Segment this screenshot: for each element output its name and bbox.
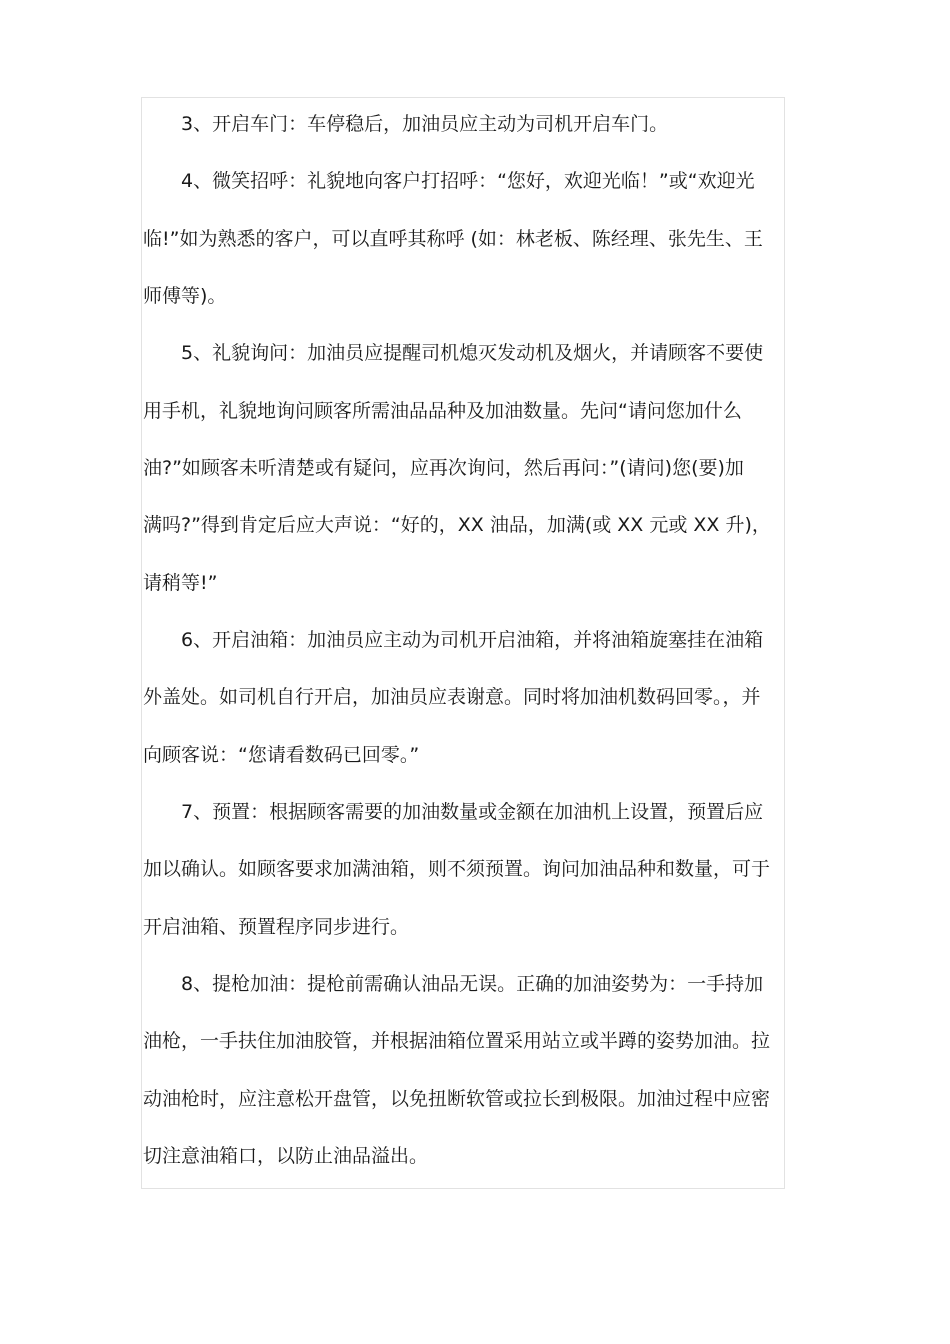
text-line: 师傅等)。 (143, 285, 227, 307)
text-line: 6、开启油箱：加油员应主动为司机开启油箱，并将油箱旋塞挂在油箱 (181, 629, 764, 651)
text-line: 请稍等!” (143, 572, 218, 594)
text-line: 切注意油箱口，以防止油品溢出。 (143, 1145, 429, 1167)
text-line: 8、提枪加油：提枪前需确认油品无误。正确的加油姿势为：一手持加 (181, 973, 764, 995)
text-line: 3、开启车门：车停稳后，加油员应主动为司机开启车门。 (181, 113, 669, 135)
text-line: 外盖处。如司机自行开启，加油员应表谢意。同时将加油机数码回零。，并 (143, 686, 761, 708)
text-line: 满吗?”得到肯定后应大声说：“好的，XX 油品，加满(或 XX 元或 XX 升)， (143, 514, 771, 536)
text-line: 用手机，礼貌地询问顾客所需油品品种及加油数量。先问“请问您加什么 (143, 400, 742, 422)
text-line: 向顾客说：“您请看数码已回零。” (143, 744, 420, 766)
text-line: 油?”如顾客未听清楚或有疑问，应再次询问，然后再问：”(请问)您(要)加 (143, 457, 744, 479)
text-line: 开启油箱、预置程序同步进行。 (143, 916, 410, 938)
text-line: 加以确认。如顾客要求加满油箱，则不须预置。询问加油品种和数量，可于 (143, 858, 771, 880)
text-line: 7、预置：根据顾客需要的加油数量或金额在加油机上设置，预置后应 (181, 801, 764, 823)
text-line: 5、礼貌询问：加油员应提醒司机熄灭发动机及烟火，并请顾客不要使 (181, 342, 764, 364)
text-line: 动油枪时，应注意松开盘管，以免扭断软管或拉长到极限。加油过程中应密 (143, 1088, 771, 1110)
text-line: 临!”如为熟悉的客户，可以直呼其称呼 (如：林老板、陈经理、张先生、王 (143, 228, 763, 250)
text-line: 4、微笑招呼：礼貌地向客户打招呼：“您好，欢迎光临！”或“欢迎光 (181, 170, 755, 192)
text-line: 油枪，一手扶住加油胶管，并根据油箱位置采用站立或半蹲的姿势加油。拉 (143, 1030, 771, 1052)
